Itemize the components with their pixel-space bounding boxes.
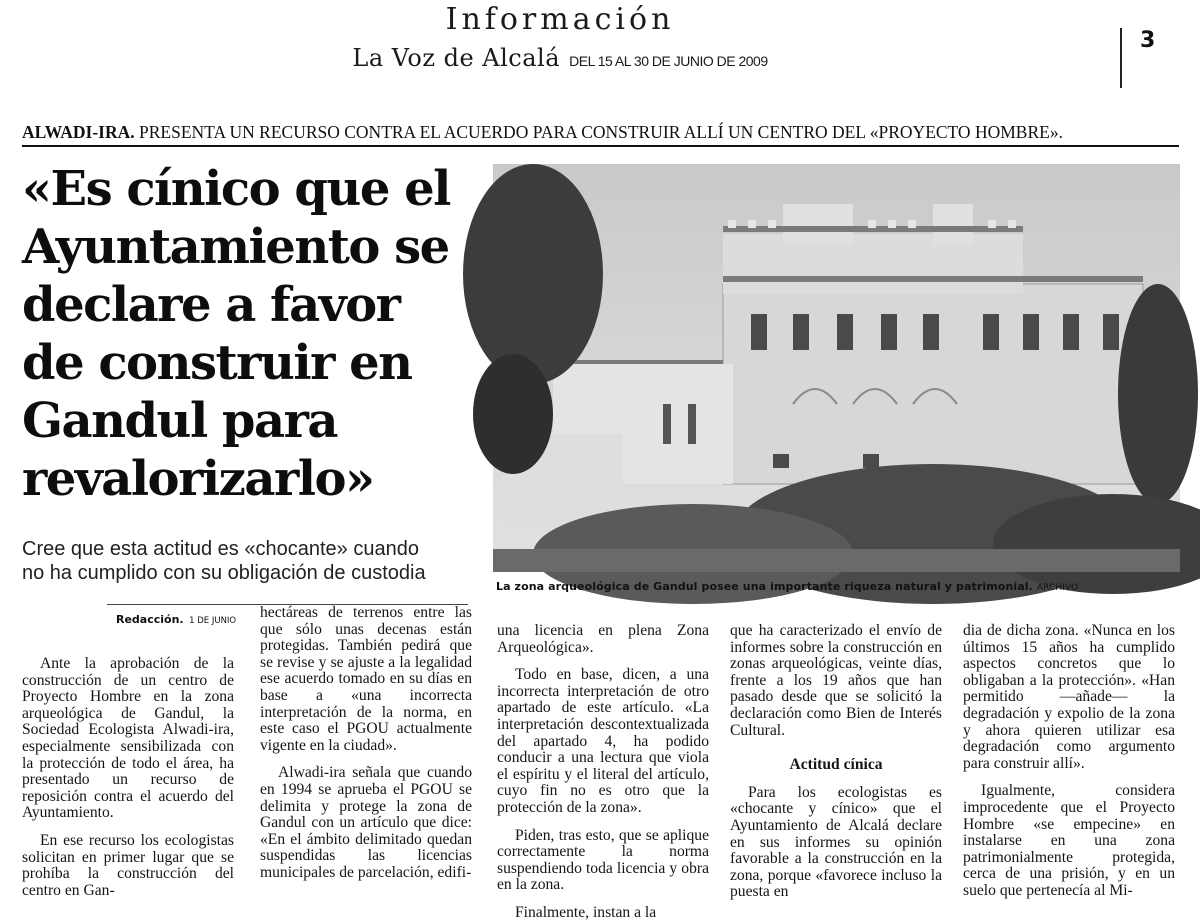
body-paragraph: dia de dicha zona. «Nunca en los últimos 15 años ha cumplido aspectos concretos que lo obligaban a la protección». «Han permitido —añade— la degradación y expolio de la zona y ahora quieren utilizar esa degradación como argumento para construir allí».: [963, 622, 1175, 772]
body-paragraph: En ese recurso los ecologistas solicitan en primer lugar que se prohíba la construcción del centro en Gan-: [22, 831, 234, 899]
body-column-3: [497, 622, 709, 921]
body-column-2: [260, 605, 472, 905]
body-paragraph: Para los ecologistas es «chocante y cínico» que el Ayuntamiento de Alcalá declare en sus informes su opinión favorable a la construcción en la zona, porque «favorece incluso la puesta en: [730, 783, 942, 901]
headline: [22, 160, 492, 508]
article-photo: [493, 164, 1180, 572]
kicker-rule: [22, 145, 1179, 147]
photo-caption-text: La zona arqueológica de Gandul posee una importante riqueza natural y patrimonial.: [496, 580, 1033, 593]
subheadline-line: Cree que esta actitud es «chocante» cuando: [22, 538, 419, 560]
body-paragraph: Piden, tras esto, que se aplique correctamente la norma suspendiendo toda licencia y obra en la zona.: [497, 826, 709, 894]
paper-line: [0, 44, 1120, 72]
headline-line: Gandul para: [22, 393, 337, 449]
section-subtitle: Actitud cínica: [789, 756, 883, 774]
page-number: 3: [1140, 28, 1156, 53]
palace-photo-illustration: [493, 164, 1180, 572]
kicker-text: PRESENTA UN RECURSO CONTRA EL ACUERDO PARA CONSTRUIR ALLÍ UN CENTRO DEL «PROYECTO HOMBRE».: [134, 122, 1063, 142]
body-column-1: [22, 656, 234, 906]
kicker-lead: ALWADI-IRA.: [22, 122, 135, 142]
headline-line: «Es cínico que el: [22, 161, 450, 217]
headline-line: revalorizarlo»: [22, 451, 374, 507]
body-paragraph: una licencia en plena Zona Arqueológica».: [497, 622, 709, 656]
headline-line: Ayuntamiento se: [22, 219, 449, 275]
byline: [116, 613, 266, 626]
byline-date: 1 DE JUNIO: [189, 616, 237, 626]
headline-line: de construir en: [22, 335, 412, 391]
section-title: Información: [445, 2, 675, 37]
body-paragraph: Finalmente, instan a la: [515, 903, 657, 921]
body-paragraph: Alwadi-ira señala que cuando en 1994 se aprueba el PGOU se delimita y protege la zona de Gandul con un artículo que dice: «En el ámbito delimitado quedan suspendidas las licencias municipales de parcelación, edifi-: [260, 764, 472, 881]
body-paragraph: que ha caracterizado el envío de informes sobre la construcción en zonas arqueológicas, veinte días, frente a los 19 años que han pasado desde que se solicitó la declaración como Bien de Interés Cultural.: [730, 622, 942, 739]
byline-author: Redacción.: [116, 613, 184, 626]
photo-credit: ARCHIVO: [1036, 583, 1079, 593]
body-column-4: [730, 623, 942, 905]
issue-date: DEL 15 AL 30 DE JUNIO DE 2009: [569, 53, 768, 69]
kicker: [22, 122, 1182, 143]
body-paragraph: Igualmente, considera improcedente que el Proyecto Hombre «se empecine» en instalarse en una zona patrimonialmente protegida, cerca de una prisión, y en un suelo que pertenecía al Mi-: [963, 782, 1175, 899]
body-paragraph: Todo en base, dicen, a una incorrecta interpretación de otro apartado de este artículo. «La interpretación descontextualizada del apartado 4, ha podido conducir a una lectura que viola el espíritu y el literal del artículo, cuyo fin no es otro que la protección de la zona».: [497, 666, 709, 816]
body-paragraph: hectáreas de terrenos entre las que sólo unas decenas están protegidas. También pedirá que se revise y se ajuste a la legalidad ese acuerdo tomado en su días en base a «una incorrecta interpretación de la norma, en este caso el PGOU actualmente vigente en la ciudad».: [260, 604, 472, 754]
body-paragraph: Ante la aprobación de la construcción de un centro de Proyecto Hombre en la zona arqueológica de Gandul, la Sociedad Ecologista Alwadi-ira, especialmente sensibilizada con la protección de todo el área, ha presentado un recurso de reposición contra el acuerdo del Ayuntamiento.: [22, 655, 234, 822]
photo-caption: [496, 580, 1180, 593]
subheadline-line: no ha cumplido con su obligación de custodia: [22, 562, 426, 584]
newspaper-name: La Voz de Alcalá: [352, 44, 561, 72]
page-divider: [1120, 28, 1122, 88]
subheadline: [22, 537, 492, 585]
headline-line: declare a favor: [22, 277, 400, 333]
body-column-5: [963, 623, 1175, 905]
